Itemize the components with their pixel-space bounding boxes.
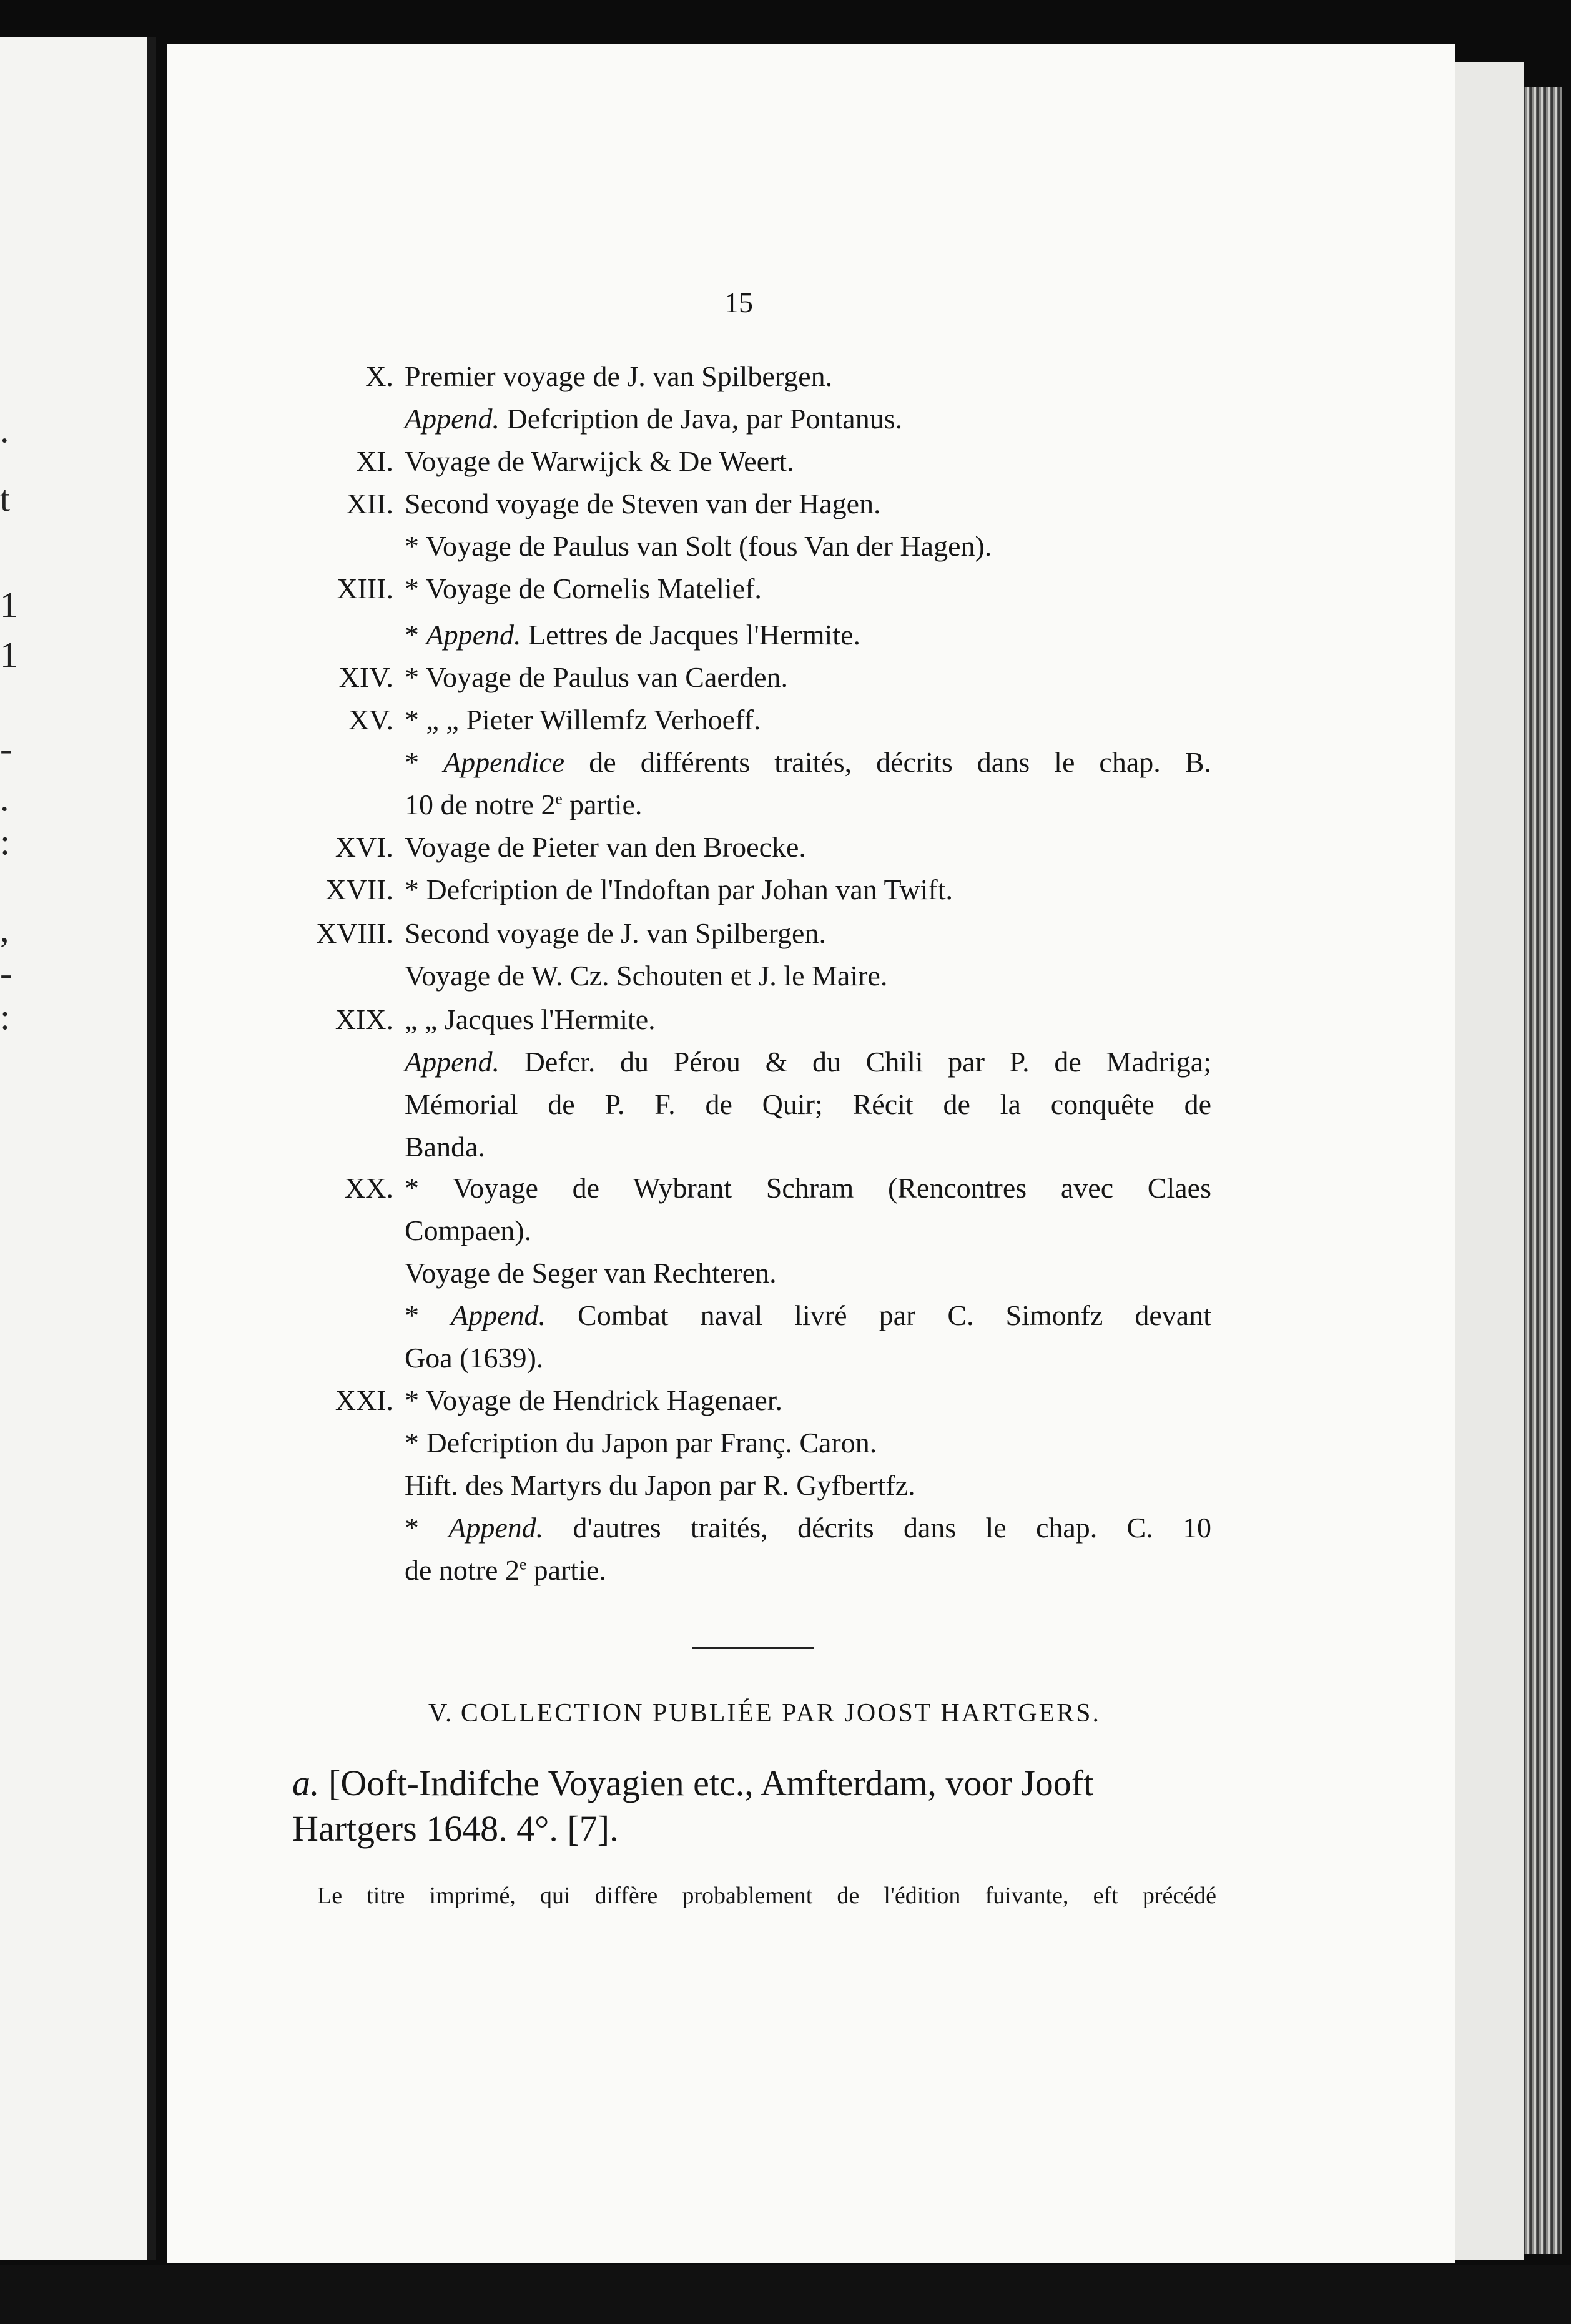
left-margin-fragment: 1	[0, 584, 18, 625]
italic-term: Append.	[405, 403, 500, 435]
volume-number: X.	[365, 360, 393, 392]
contents-text: * „ „ Pieter Willemfz Verhoeff.	[405, 704, 761, 736]
page-number: 15	[724, 287, 753, 318]
contents-text: * Appendice de différents traités, décrits dans le chap. B.	[405, 746, 1211, 778]
entry-title-line2: Hartgers 1648. 4°. [7].	[292, 1808, 619, 1849]
volume-number: XV.	[348, 704, 393, 736]
section-divider	[692, 1647, 814, 1649]
descriptive-note: Le titre imprimé, qui diffère probablement de l'édition fuivante, eft précédé	[317, 1883, 1216, 1909]
left-margin-fragment: .	[0, 410, 9, 450]
volume-number: XIV.	[338, 661, 393, 693]
left-margin-fragment: t	[0, 478, 11, 519]
contents-text: Second voyage de J. van Spilbergen.	[405, 917, 826, 949]
contents-text: Append. Defcription de Java, par Pontanus.	[405, 403, 903, 435]
italic-term: Append.	[448, 1512, 544, 1544]
left-margin-fragment: .	[0, 778, 9, 819]
volume-number: XVI.	[335, 831, 393, 863]
section-heading	[428, 1698, 1101, 1728]
volume-number: XX.	[345, 1172, 393, 1204]
superscript: e	[555, 790, 563, 808]
contents-text: de notre 2e partie.	[405, 1554, 606, 1586]
contents-text: Goa (1639).	[405, 1342, 544, 1374]
next-leaf-edge	[1455, 62, 1524, 2260]
volume-number: XXI.	[335, 1384, 393, 1416]
italic-term: Append.	[426, 619, 521, 651]
contents-text: Mémorial de P. F. de Quir; Récit de la conquête de	[405, 1088, 1211, 1120]
left-margin-fragment: 1	[0, 634, 18, 675]
left-margin-fragment: ,	[0, 909, 9, 950]
volume-number: XI.	[355, 445, 393, 477]
contents-text: * Defcription de l'Indoftan par Johan van Twift.	[405, 874, 953, 905]
italic-term: Append.	[405, 1046, 500, 1078]
contents-text: * Voyage de Hendrick Hagenaer.	[405, 1384, 783, 1416]
volume-number: XVII.	[325, 874, 393, 905]
fore-edge	[1524, 87, 1562, 2254]
contents-text: * Append. d'autres traités, décrits dans le chap. C. 10	[405, 1512, 1211, 1544]
volume-number: XVIII.	[316, 917, 393, 949]
contents-text: Premier voyage de J. van Spilbergen.	[405, 360, 833, 392]
volume-number: XIII.	[337, 573, 393, 604]
contents-text: * Append. Lettres de Jacques l'Hermite.	[405, 619, 860, 651]
superscript: e	[519, 1555, 527, 1573]
section-number: V.	[428, 1699, 453, 1728]
contents-text: * Voyage de Paulus van Solt (fous Van der Hagen).	[405, 530, 992, 562]
section-title: COLLECTION PUBLIÉE PAR JOOST HARTGERS.	[460, 1699, 1101, 1728]
italic-term: Appendice	[443, 746, 565, 778]
scan-border	[0, 2265, 1571, 2324]
contents-text: 10 de notre 2e partie.	[405, 789, 643, 820]
contents-text: Voyage de Pieter van den Broecke.	[405, 831, 806, 863]
entry-title-line1: [Ooft-Indifche Voyagien etc., Amfterdam, voor Jooft	[328, 1763, 1094, 1803]
contents-text: * Voyage de Paulus van Caerden.	[405, 661, 789, 693]
contents-text: Voyage de W. Cz. Schouten et J. le Maire.	[405, 960, 888, 992]
contents-text: * Voyage de Cornelis Matelief.	[405, 573, 762, 604]
entry-letter: a.	[292, 1763, 320, 1803]
contents-text: Voyage de Warwijck & De Weert.	[405, 445, 794, 477]
contents-text: Hift. des Martyrs du Japon par R. Gyfbertfz.	[405, 1469, 915, 1501]
volume-number: XII.	[346, 488, 393, 519]
contents-text: Append. Defcr. du Pérou & du Chili par P. de Madriga;	[405, 1046, 1211, 1078]
contents-text: * Append. Combat naval livré par C. Simonfz devant	[405, 1299, 1211, 1331]
left-margin-fragment: :	[0, 997, 11, 1037]
contents-text: „ „ Jacques l'Hermite.	[405, 1003, 656, 1035]
left-margin-fragment: :	[0, 822, 11, 862]
contents-text: Banda.	[405, 1131, 486, 1163]
contents-text: Second voyage de Steven van der Hagen.	[405, 488, 881, 519]
left-margin-fragment: -	[0, 953, 12, 993]
contents-text: Compaen).	[405, 1214, 532, 1246]
contents-text: Voyage de Seger van Rechteren.	[405, 1257, 777, 1289]
contents-text: * Defcription du Japon par Franç. Caron.	[405, 1427, 877, 1459]
left-margin-fragment: -	[0, 728, 12, 769]
volume-number: XIX.	[335, 1003, 393, 1035]
contents-text: * Voyage de Wybrant Schram (Rencontres avec Claes	[405, 1172, 1211, 1204]
italic-term: Append.	[451, 1299, 546, 1331]
bibliography-entry	[292, 1761, 1211, 1806]
